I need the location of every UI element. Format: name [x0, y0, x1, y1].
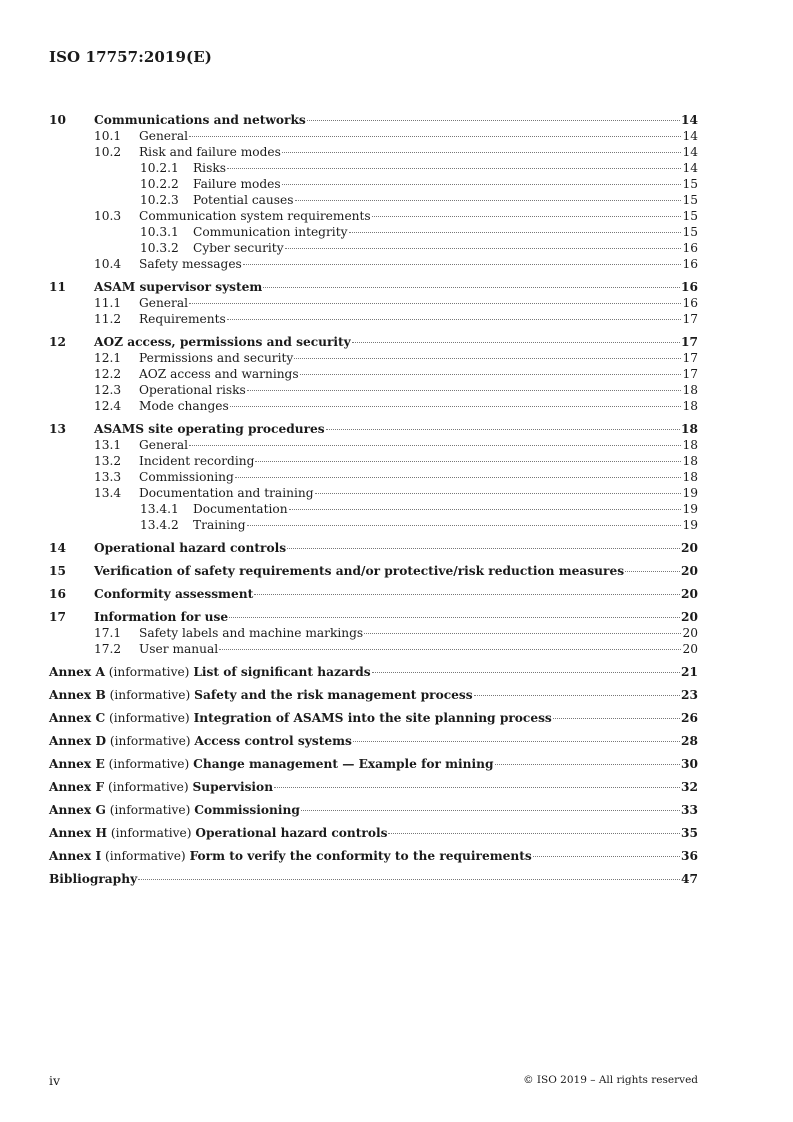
annex-title: Operational hazard controls — [195, 826, 388, 840]
dot-leader — [625, 570, 680, 572]
toc-entry-number: 10.3 — [94, 209, 122, 223]
annex-type: (informative) — [109, 688, 191, 702]
toc-entry-page: 20 — [682, 642, 698, 656]
dot-leader — [227, 167, 681, 169]
toc-entry-title: Operational risks — [139, 383, 246, 397]
toc-entry-number: 10.1 — [94, 129, 122, 143]
annex-type: (informative) — [110, 826, 192, 840]
toc-entry-page: 19 — [682, 518, 698, 532]
toc-entry-number: 11 — [49, 280, 66, 294]
toc-entry[interactable] — [49, 311, 698, 327]
annex-title: Change management — Example for mining — [193, 757, 494, 771]
annex-entry[interactable] — [49, 710, 698, 726]
toc-entry-number: 11.2 — [94, 312, 122, 326]
toc-entry-number: 13.3 — [94, 470, 122, 484]
dot-leader — [285, 247, 681, 249]
dot-leader — [235, 476, 681, 478]
annex-entry-page: 47 — [681, 872, 698, 886]
annex-title: Commissioning — [194, 803, 300, 817]
toc-entry-page: 15 — [682, 177, 698, 191]
dot-leader — [353, 740, 680, 742]
toc-entry-number: 12.1 — [94, 351, 122, 365]
toc-entry[interactable] — [49, 625, 698, 641]
toc-entry-page: 16 — [682, 241, 698, 255]
annex-entry-title — [49, 664, 371, 680]
toc-entry-title: General — [139, 296, 188, 310]
dot-leader — [553, 717, 680, 719]
toc-entry-number: 10.2.3 — [140, 193, 179, 207]
toc-entry-number: 13.2 — [94, 454, 122, 468]
annex-type: (informative) — [109, 711, 190, 725]
toc-entry[interactable] — [49, 176, 698, 192]
annex-type: (informative) — [105, 849, 186, 863]
annex-title: Form to verify the conformity to the requirements — [189, 849, 532, 863]
annex-label: Annex H — [49, 826, 107, 840]
dot-leader — [247, 389, 681, 391]
toc-entry[interactable] — [49, 350, 698, 366]
toc-entry[interactable] — [49, 382, 698, 398]
toc-entry-title: General — [139, 129, 188, 143]
toc-entry-page: 17 — [682, 312, 698, 326]
annex-title: List of significant hazards — [193, 665, 371, 679]
toc-entry[interactable] — [49, 501, 698, 517]
toc-entry-number: 17.1 — [94, 626, 122, 640]
dot-leader — [352, 341, 680, 343]
toc-entry-title: Commissioning — [139, 470, 234, 484]
copyright-notice: © ISO 2019 – All rights reserved — [523, 1074, 698, 1086]
dot-leader — [229, 616, 680, 618]
toc-entry-title: Communications and networks — [94, 113, 306, 127]
toc-entry[interactable] — [49, 128, 698, 144]
toc-entry-page: 20 — [681, 587, 698, 601]
annex-entry-page: 28 — [681, 734, 698, 748]
dot-leader — [372, 671, 680, 673]
annex-label: Annex I — [49, 849, 102, 863]
dot-leader — [495, 763, 680, 765]
annex-entry-page: 36 — [681, 849, 698, 863]
annex-entry-title — [49, 825, 387, 841]
toc-entry-title: Requirements — [139, 312, 226, 326]
annex-entry[interactable] — [49, 733, 698, 749]
dot-leader — [255, 460, 681, 462]
toc-entry-number: 17.2 — [94, 642, 122, 656]
toc-entry[interactable] — [49, 517, 698, 533]
dot-leader — [282, 151, 681, 153]
toc-entry[interactable] — [49, 437, 698, 453]
toc-entry-number: 13.4.2 — [140, 518, 179, 532]
toc-entry[interactable] — [49, 366, 698, 382]
dot-leader — [315, 492, 682, 494]
dot-leader — [372, 215, 681, 217]
dot-leader — [230, 405, 681, 407]
toc-entry-page: 15 — [682, 225, 698, 239]
annex-title: Safety and the risk management process — [194, 688, 473, 702]
toc-entry-page: 16 — [682, 296, 698, 310]
toc-entry[interactable] — [49, 279, 698, 295]
toc-entry-page: 19 — [682, 502, 698, 516]
toc-entry[interactable] — [49, 563, 698, 579]
dot-leader — [282, 183, 681, 185]
toc-entry[interactable] — [49, 641, 698, 657]
annex-type: (informative) — [109, 803, 191, 817]
toc-entry-page: 18 — [682, 454, 698, 468]
toc-entry[interactable] — [49, 453, 698, 469]
toc-entry[interactable] — [49, 160, 698, 176]
dot-leader — [243, 263, 681, 265]
toc-entry-title: Incident recording — [139, 454, 255, 468]
annex-entry-title — [49, 802, 300, 818]
toc-entry-title: Safety messages — [139, 257, 242, 271]
toc-entry-title: Permissions and security — [139, 351, 294, 365]
annex-entry-page: 26 — [681, 711, 698, 725]
toc-entry-number: 12.3 — [94, 383, 122, 397]
toc-entry-number: 13 — [49, 422, 66, 436]
toc-entry-page: 20 — [681, 541, 698, 555]
toc-entry-title: Risk and failure modes — [139, 145, 281, 159]
toc-entry-page: 18 — [682, 399, 698, 413]
annex-label: Annex D — [49, 734, 107, 748]
toc-entry-number: 10.4 — [94, 257, 122, 271]
toc-entry[interactable] — [49, 240, 698, 256]
annex-title: Access control systems — [194, 734, 352, 748]
toc-entry-number: 13.4 — [94, 486, 122, 500]
annex-entry-title — [49, 710, 552, 726]
dot-leader — [474, 694, 680, 696]
toc-entry[interactable] — [49, 295, 698, 311]
toc-entry-page: 16 — [681, 280, 698, 294]
annex-entry[interactable] — [49, 825, 698, 841]
toc-entry-number: 10 — [49, 113, 66, 127]
toc-entry-number: 13.4.1 — [140, 502, 179, 516]
annex-entry[interactable] — [49, 802, 698, 818]
annex-label: Annex G — [49, 803, 106, 817]
dot-leader — [189, 302, 681, 304]
dot-leader — [254, 593, 680, 595]
annex-entry-page: 30 — [681, 757, 698, 771]
dot-leader — [138, 878, 680, 880]
toc-entry-number: 10.2.2 — [140, 177, 179, 191]
toc-entry-number: 10.2.1 — [140, 161, 179, 175]
dot-leader — [349, 231, 682, 233]
toc-entry[interactable] — [49, 485, 698, 501]
toc-entry-page: 17 — [682, 367, 698, 381]
toc-entry-title: Communication integrity — [193, 225, 348, 239]
toc-entry-page: 16 — [682, 257, 698, 271]
toc-entry-number: 16 — [49, 587, 66, 601]
toc-entry-number: 15 — [49, 564, 66, 578]
toc-entry-page: 17 — [681, 335, 698, 349]
annex-entry-title — [49, 756, 494, 772]
toc-entry-page: 20 — [682, 626, 698, 640]
toc-entry-title: Information for use — [94, 610, 229, 624]
annex-type: (informative) — [108, 665, 190, 679]
toc-entry-number: 11.1 — [94, 296, 122, 310]
toc-entry[interactable] — [49, 192, 698, 208]
annex-entry-page: 33 — [681, 803, 698, 817]
dot-leader — [289, 508, 681, 510]
toc-entry-page: 14 — [682, 129, 698, 143]
toc-entry-title: Communication system requirements — [139, 209, 371, 223]
toc-entry-title: AOZ access and warnings — [139, 367, 299, 381]
toc-entry-title: Documentation — [193, 502, 288, 516]
annex-label: Annex B — [49, 688, 106, 702]
toc-entry-page: 18 — [682, 470, 698, 484]
dot-leader — [364, 632, 681, 634]
dot-leader — [189, 135, 681, 137]
annex-entry-title — [49, 733, 352, 749]
table-of-contents — [49, 112, 698, 887]
annex-label: Bibliography — [49, 872, 138, 886]
annex-entry[interactable] — [49, 687, 698, 703]
dot-leader — [287, 547, 680, 549]
annex-entry-page: 23 — [681, 688, 698, 702]
toc-entry-title: Operational hazard controls — [94, 541, 287, 555]
toc-entry-title: Potential causes — [193, 193, 294, 207]
toc-entry-page: 14 — [682, 161, 698, 175]
annex-title: Integration of ASAMS into the site planning process — [193, 711, 552, 725]
toc-entry-title: User manual — [139, 642, 219, 656]
annex-entry-title — [49, 687, 473, 703]
annex-entry-page: 35 — [681, 826, 698, 840]
toc-entry[interactable] — [49, 609, 698, 625]
annex-entry-page: 32 — [681, 780, 698, 794]
toc-entry-title: Risks — [193, 161, 226, 175]
annex-entry-title — [49, 871, 137, 887]
toc-entry-number: 17 — [49, 610, 66, 624]
toc-entry-title: Training — [193, 518, 246, 532]
annex-entry[interactable] — [49, 664, 698, 680]
dot-leader — [274, 786, 680, 788]
toc-entry-page: 19 — [682, 486, 698, 500]
annex-type: (informative) — [107, 780, 189, 794]
toc-entry-title: Documentation and training — [139, 486, 314, 500]
toc-entry-number: 14 — [49, 541, 66, 555]
toc-entry-title: Safety labels and machine markings — [139, 626, 364, 640]
toc-entry-page: 14 — [682, 145, 698, 159]
annex-label: Annex E — [49, 757, 105, 771]
toc-entry-number: 10.3.1 — [140, 225, 179, 239]
toc-entry[interactable] — [49, 586, 698, 602]
toc-entry-page: 20 — [681, 564, 698, 578]
toc-entry-page: 15 — [682, 209, 698, 223]
toc-entry-title: Failure modes — [193, 177, 281, 191]
dot-leader — [263, 286, 680, 288]
toc-entry[interactable] — [49, 334, 698, 350]
toc-entry[interactable] — [49, 208, 698, 224]
toc-entry[interactable] — [49, 398, 698, 414]
toc-entry[interactable] — [49, 540, 698, 556]
annex-entry[interactable] — [49, 871, 698, 887]
toc-entry-title: Conformity assessment — [94, 587, 254, 601]
toc-entry-title: Mode changes — [139, 399, 229, 413]
toc-entry-page: 15 — [682, 193, 698, 207]
toc-entry-page: 14 — [681, 113, 698, 127]
dot-leader — [227, 318, 681, 320]
dot-leader — [326, 428, 680, 430]
annex-entry[interactable] — [49, 848, 698, 864]
toc-entry[interactable] — [49, 421, 698, 437]
toc-entry-number: 13.1 — [94, 438, 122, 452]
dot-leader — [294, 357, 681, 359]
annex-entry-page: 21 — [681, 665, 698, 679]
toc-entry-title: Cyber security — [193, 241, 284, 255]
annex-label: Annex F — [49, 780, 105, 794]
toc-entry-page: 18 — [682, 438, 698, 452]
toc-entry[interactable] — [49, 144, 698, 160]
annex-entry[interactable] — [49, 756, 698, 772]
toc-entry[interactable] — [49, 469, 698, 485]
toc-entry-number: 10.3.2 — [140, 241, 179, 255]
dot-leader — [295, 199, 682, 201]
dot-leader — [307, 119, 680, 121]
toc-entry-page: 18 — [682, 383, 698, 397]
toc-entry-number: 10.2 — [94, 145, 122, 159]
dot-leader — [301, 809, 680, 811]
toc-entry-title: General — [139, 438, 188, 452]
dot-leader — [219, 648, 681, 650]
page-number: iv — [49, 1073, 61, 1088]
toc-entry-number: 12.4 — [94, 399, 122, 413]
toc-entry[interactable] — [49, 112, 698, 128]
annex-entry-title — [49, 779, 273, 795]
annex-entry[interactable] — [49, 779, 698, 795]
toc-entry-number: 12 — [49, 335, 66, 349]
toc-entry[interactable] — [49, 256, 698, 272]
dot-leader — [388, 832, 680, 834]
annex-label: Annex A — [49, 665, 105, 679]
toc-entry-page: 18 — [681, 422, 698, 436]
dot-leader — [533, 855, 680, 857]
toc-entry[interactable] — [49, 224, 698, 240]
toc-entry-page: 20 — [681, 610, 698, 624]
annex-type: (informative) — [109, 734, 191, 748]
toc-entry-title: Verification of safety requirements and/or protective/risk reduction measures — [94, 564, 625, 578]
toc-entry-title: ASAMS site operating procedures — [94, 422, 325, 436]
document-id: ISO 17757:2019(E) — [49, 48, 212, 66]
toc-entry-number: 12.2 — [94, 367, 122, 381]
dot-leader — [300, 373, 681, 375]
annex-label: Annex C — [49, 711, 106, 725]
toc-entry-title: AOZ access, permissions and security — [94, 335, 351, 349]
annex-type: (informative) — [108, 757, 190, 771]
dot-leader — [189, 444, 681, 446]
toc-entry-page: 17 — [682, 351, 698, 365]
dot-leader — [247, 524, 681, 526]
annex-title: Supervision — [192, 780, 274, 794]
annex-entry-title — [49, 848, 532, 864]
toc-entry-title: ASAM supervisor system — [94, 280, 263, 294]
